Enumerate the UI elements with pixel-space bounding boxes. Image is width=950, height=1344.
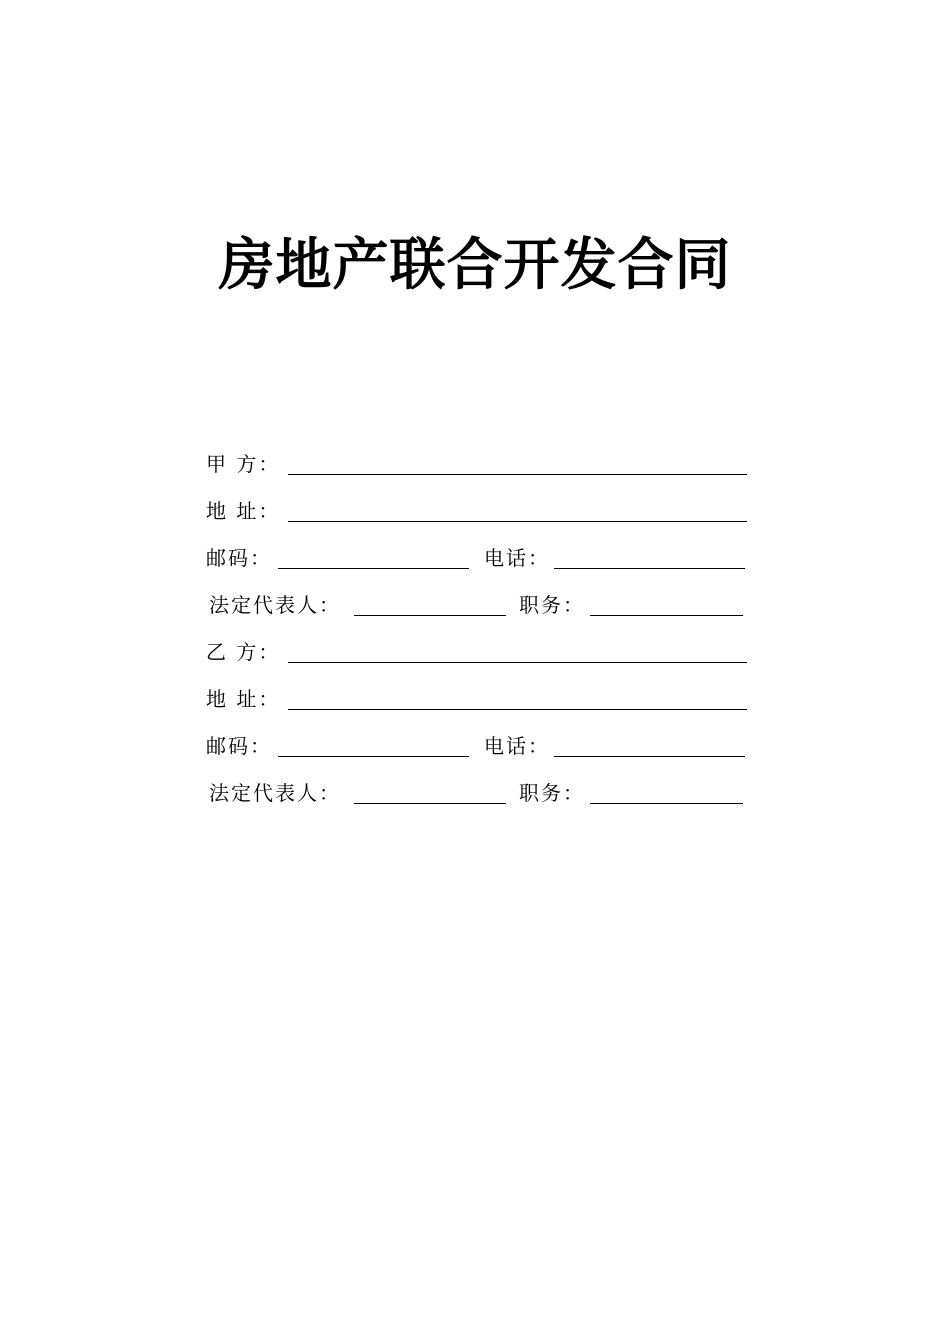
party-b-legal-rep-label: 法定代表人： [209, 781, 341, 805]
party-a-postcode-field[interactable] [278, 568, 469, 569]
party-b-phone-label: 电话： [484, 734, 550, 758]
party-b-address-label: 地 址： [206, 687, 281, 711]
party-a-representative-row [0, 591, 950, 619]
party-b-postcode-label: 邮码： [206, 734, 272, 758]
party-a-postcode-label: 邮码： [206, 546, 272, 570]
party-b-contact-row [0, 732, 950, 760]
party-b-name-row [0, 638, 950, 666]
party-a-name-label: 甲 方： [206, 452, 281, 476]
party-a-address-field[interactable] [288, 521, 747, 522]
party-a-legal-rep-field[interactable] [354, 615, 506, 616]
party-b-legal-rep-field[interactable] [354, 803, 506, 804]
party-a-address-row [0, 497, 950, 525]
party-a-position-label: 职务： [519, 593, 585, 617]
party-a-name-field[interactable] [288, 474, 747, 475]
party-b-phone-field[interactable] [554, 756, 745, 757]
party-a-position-field[interactable] [590, 615, 743, 616]
party-b-postcode-field[interactable] [278, 756, 469, 757]
party-a-name-row [0, 450, 950, 478]
party-a-contact-row [0, 544, 950, 572]
party-b-address-row [0, 685, 950, 713]
party-b-name-field[interactable] [288, 662, 747, 663]
party-a-address-label: 地 址： [206, 499, 281, 523]
party-b-representative-row [0, 779, 950, 807]
party-a-phone-label: 电话： [484, 546, 550, 570]
party-b-address-field[interactable] [288, 709, 747, 710]
party-b-position-label: 职务： [519, 781, 585, 805]
document-title: 房地产联合开发合同 [218, 233, 732, 298]
party-b-name-label: 乙 方： [206, 640, 281, 664]
party-b-position-field[interactable] [590, 803, 743, 804]
party-a-legal-rep-label: 法定代表人： [209, 593, 341, 617]
party-a-phone-field[interactable] [554, 568, 745, 569]
